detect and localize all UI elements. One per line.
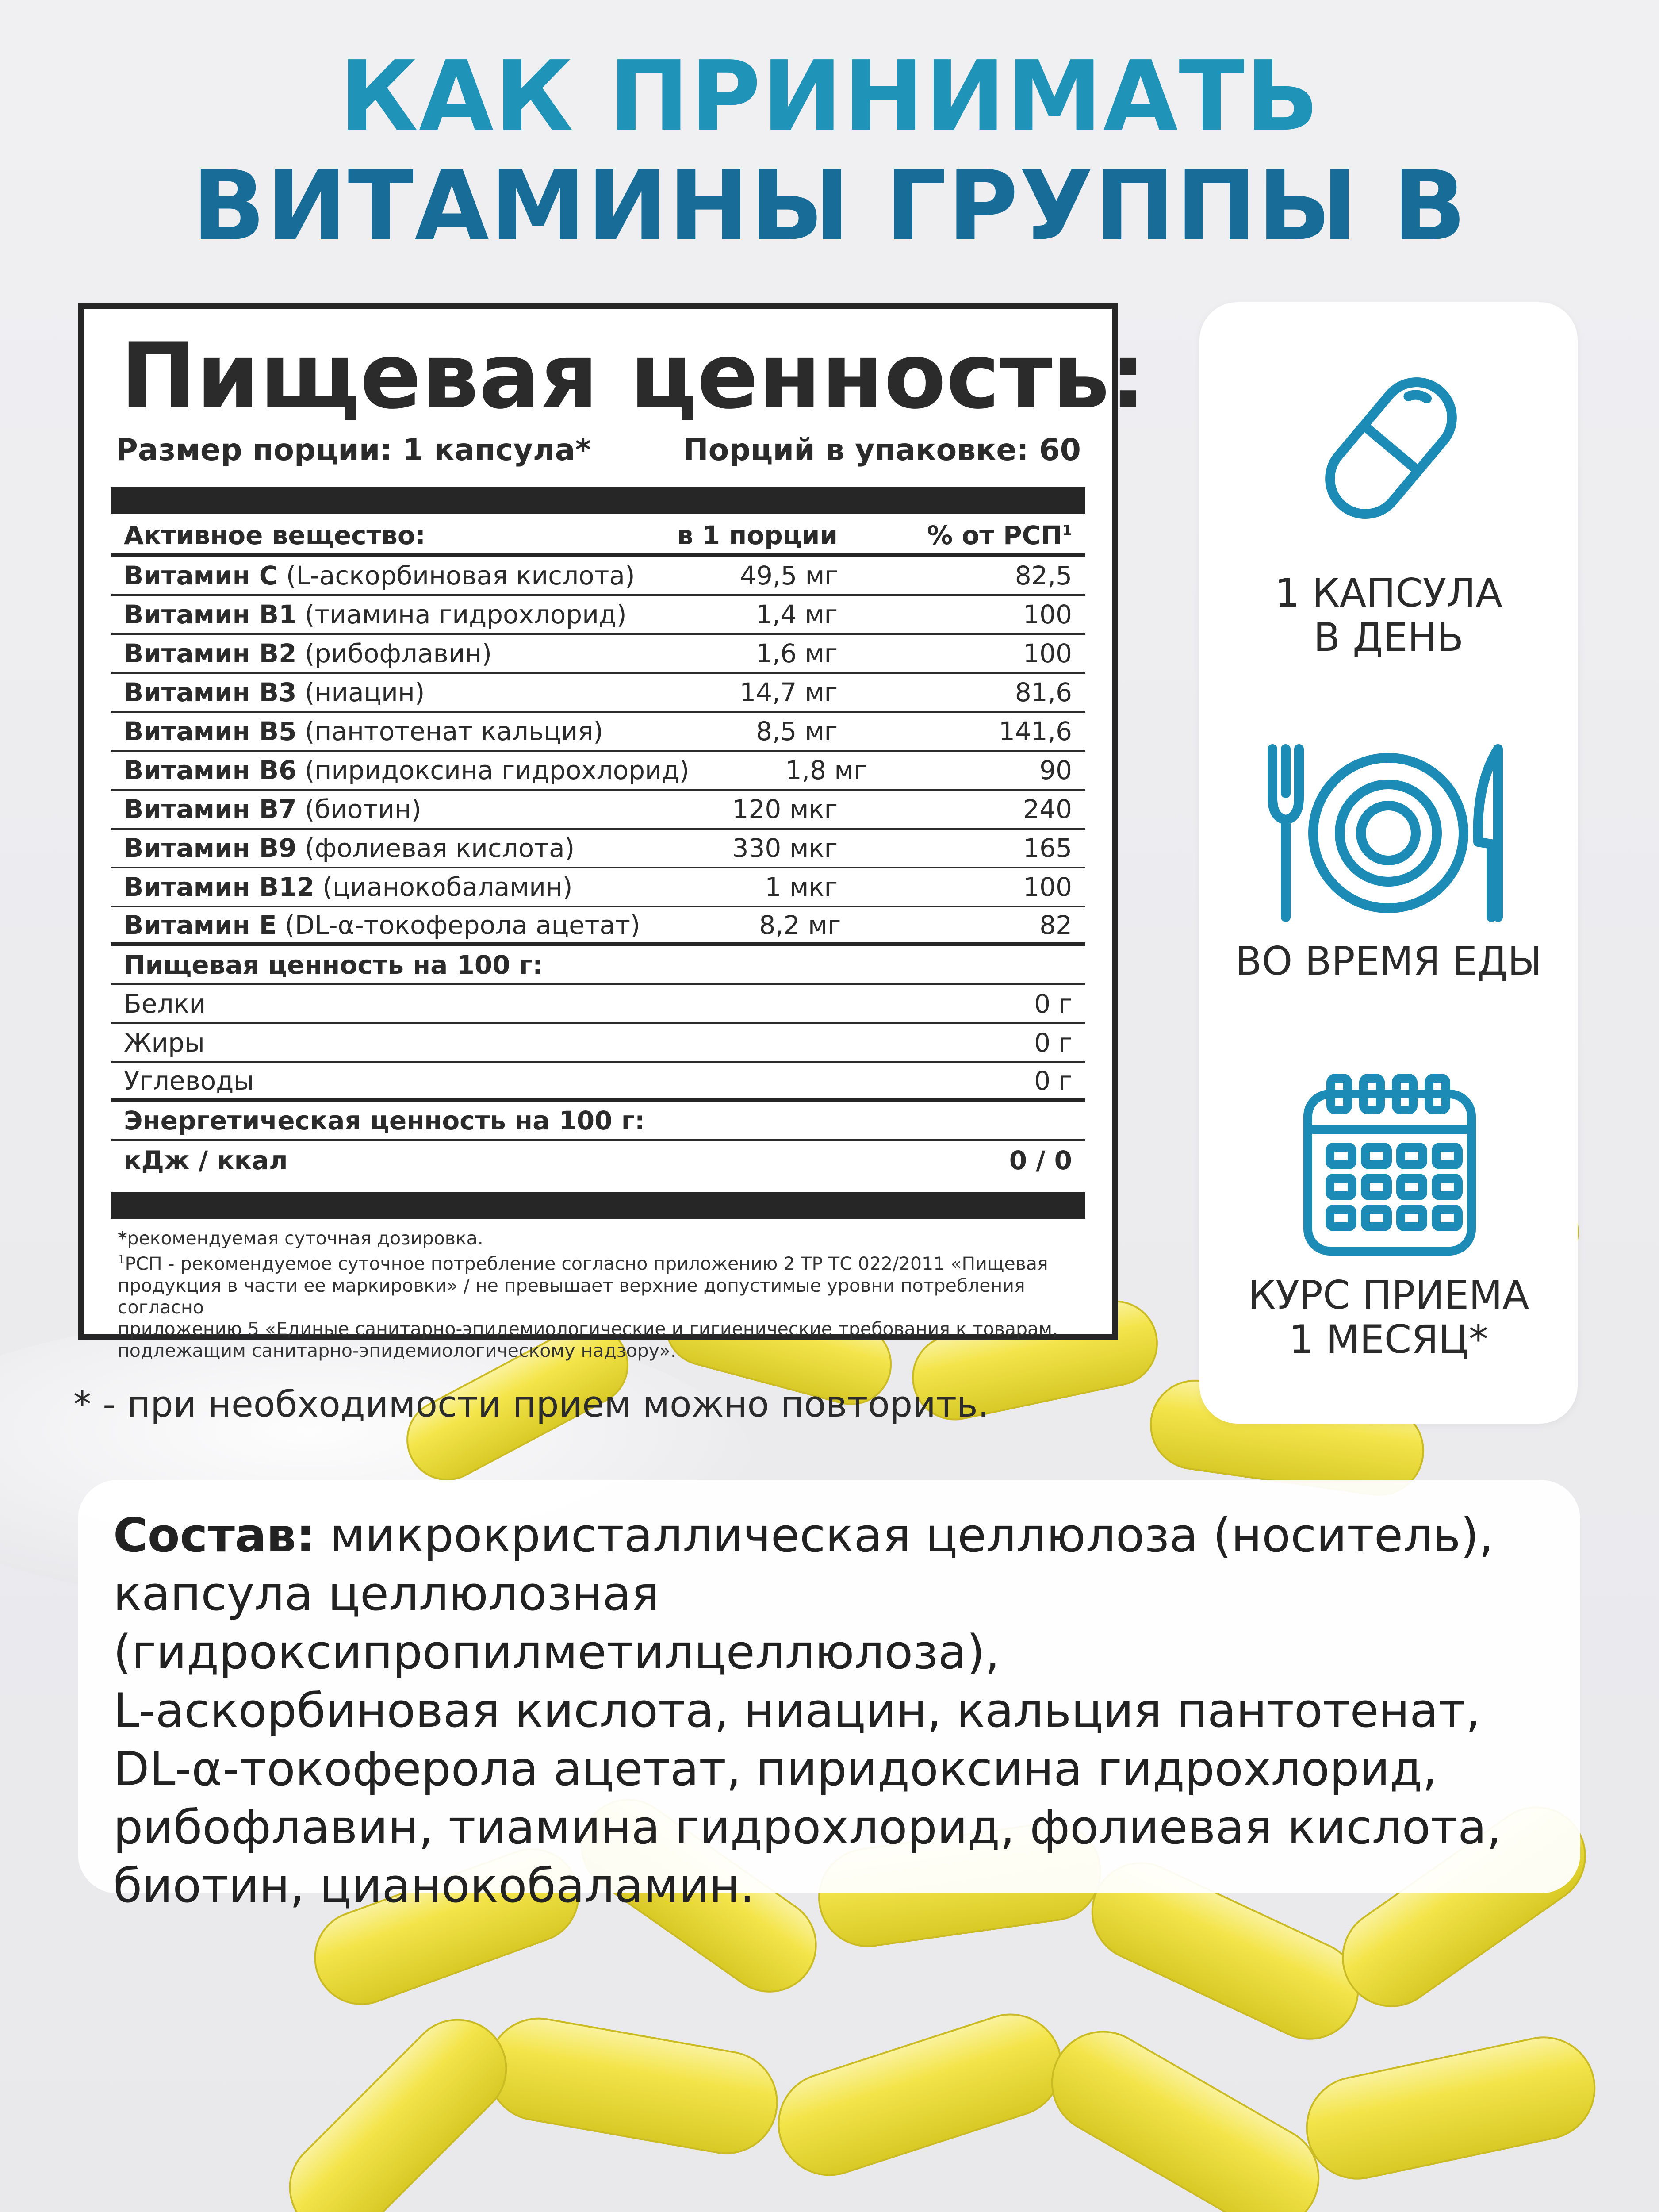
composition-line-6: биотин, цианокобаламин.	[113, 1859, 755, 1913]
vitamin-pct: 81,6	[1015, 677, 1072, 707]
meal-text: ВО ВРЕМЯ ЕДЫ	[1235, 938, 1542, 984]
column-header-pct	[838, 520, 1072, 550]
vitamin-name: Витамин В9	[124, 833, 297, 863]
nutrition-row	[111, 1063, 1085, 1102]
vitamin-pct: 100	[1023, 599, 1072, 630]
vitamin-row	[111, 713, 1085, 752]
serving-size: Размер порции: 1 капсула*	[116, 433, 591, 468]
vitamin-row	[111, 752, 1085, 791]
nutrition-heading: Пищевая ценность на 100 г:	[124, 950, 543, 980]
composition-line-1	[113, 1506, 1545, 1565]
vitamin-name-cell	[124, 910, 640, 940]
vitamin-name: Витамин С	[124, 561, 278, 591]
facts-divider-top	[111, 487, 1085, 514]
composition-line-3: L-аскорбиновая кислота, ниацин, кальция пантотенат,	[113, 1683, 1481, 1738]
vitamin-detail: (ниацин)	[304, 677, 425, 707]
footnote-star	[118, 1228, 1078, 1249]
capsule-icon	[1325, 364, 1457, 532]
vitamin-row	[111, 596, 1085, 635]
vitamin-name: Витамин В12	[124, 872, 314, 902]
composition-card	[78, 1480, 1580, 1913]
energy-heading: Энергетическая ценность на 100 г:	[124, 1106, 645, 1136]
vitamin-name: Витамин Е	[124, 910, 277, 940]
nutrition-name: Белки	[124, 989, 206, 1019]
vitamin-amount: 1 мкг	[765, 872, 838, 902]
vitamin-amount: 330 мкг	[732, 833, 838, 863]
vitamin-name: Витамин В3	[124, 677, 297, 707]
vitamin-name: Витамин В6	[124, 755, 297, 785]
vitamin-row	[111, 674, 1085, 713]
composition-line-4: DL-α-токоферола ацетат, пиридоксина гидрохлорид,	[113, 1742, 1437, 1796]
vitamin-amount: 120 мкг	[732, 794, 838, 824]
vitamin-detail: (биотин)	[304, 794, 421, 824]
course-line-2: 1 МЕСЯЦ*	[1289, 1317, 1488, 1362]
vitamin-row	[111, 907, 1085, 946]
plate-cutlery-icon	[1259, 740, 1518, 926]
vitamin-detail: (пантотенат кальция)	[304, 716, 603, 746]
vitamin-row	[111, 635, 1085, 674]
vitamin-amount: 1,8 мг	[785, 755, 867, 785]
footnotes	[111, 1228, 1085, 1362]
vitamin-name-cell	[124, 872, 634, 902]
vitamin-pct: 141,6	[998, 716, 1072, 746]
vitamin-name-cell	[124, 755, 689, 785]
title-line-2: ВИТАМИНЫ ГРУППЫ В	[192, 150, 1467, 262]
vitamin-amount: 49,5 мг	[740, 561, 838, 591]
footnote-1-line-1: РСП - рекомендуемое суточное потребление согласно приложению 2 ТР ТС 022/2011 «Пищевая	[125, 1253, 1048, 1275]
servings-per-pack: Порций в упаковке: 60	[683, 433, 1081, 468]
vitamin-name-cell	[124, 599, 634, 630]
vitamin-name-cell	[124, 794, 634, 824]
energy-label: кДж / ккал	[124, 1145, 288, 1175]
vitamin-detail: (тиамина гидрохлорид)	[304, 599, 627, 630]
vitamin-name: Витамин В1	[124, 599, 297, 630]
vitamin-name-cell	[124, 833, 634, 863]
vitamin-name-cell	[124, 716, 634, 746]
vitamin-detail: (рибофлавин)	[304, 638, 492, 668]
title-line-1: КАК ПРИНИМАТЬ	[339, 41, 1320, 153]
vitamin-detail: (DL-α-токоферола ацетат)	[284, 910, 640, 940]
dose-line-1: 1 КАПСУЛА	[1275, 570, 1502, 616]
nutrition-row	[111, 1024, 1085, 1063]
vitamin-pct: 82	[1039, 910, 1072, 940]
footnote-1-line-3: приложению 5 «Единые санитарно-эпидемиологические и гигиенические требования к товарам,	[118, 1318, 1058, 1340]
vitamin-pct: 82,5	[1015, 561, 1072, 591]
energy-heading-row	[111, 1102, 1085, 1141]
footnote-1-line-4: подлежащим санитарно-эпидемиологическому надзору».	[118, 1340, 677, 1361]
vitamin-detail: (пиридоксина гидрохлорид)	[304, 755, 690, 785]
vitamin-pct: 100	[1023, 638, 1072, 668]
vitamin-name: Витамин В7	[124, 794, 297, 824]
composition-label: Состав:	[113, 1508, 315, 1563]
page-title	[0, 42, 1659, 261]
nutrition-name: Жиры	[124, 1028, 205, 1058]
vitamin-detail: (фолиевая кислота)	[304, 833, 575, 863]
facts-column-headers	[111, 514, 1085, 557]
dose-line-2: В ДЕНЬ	[1313, 614, 1464, 660]
energy-row	[111, 1141, 1085, 1180]
calendar-icon	[1299, 1072, 1480, 1258]
column-header-pct-sup: 1	[1062, 522, 1072, 539]
composition-line-2: капсула целлюлозная (гидроксипропилметилцеллюлоза),	[113, 1567, 1000, 1679]
nutrition-heading-row	[111, 946, 1085, 985]
vitamin-amount: 1,4 мг	[756, 599, 838, 630]
nutrition-value: 0 г	[1034, 989, 1072, 1019]
vitamin-amount: 14,7 мг	[739, 677, 838, 707]
repeat-note: * - при необходимости прием можно повторить.	[73, 1384, 989, 1425]
footnote-1	[118, 1249, 1078, 1275]
vitamin-pct: 240	[1023, 794, 1072, 824]
vitamin-detail: (цианокобаламин)	[322, 872, 573, 902]
course-text	[1199, 1273, 1578, 1362]
vitamin-pct: 100	[1023, 872, 1072, 902]
vitamin-row	[111, 791, 1085, 830]
vitamin-name: Витамин В2	[124, 638, 297, 668]
vitamin-amount: 8,5 мг	[756, 716, 838, 746]
vitamin-name-cell	[124, 561, 635, 591]
nutrition-rows	[111, 985, 1085, 1102]
vitamin-name: Витамин В5	[124, 716, 297, 746]
vitamin-pct: 165	[1023, 833, 1072, 863]
dose-text	[1199, 571, 1578, 660]
footnote-star-text: рекомендуемая суточная дозировка.	[127, 1228, 483, 1249]
vitamin-row	[111, 557, 1085, 596]
nutrition-row	[111, 985, 1085, 1024]
energy-value: 0 / 0	[1009, 1145, 1072, 1175]
vitamin-amount: 1,6 мг	[756, 638, 838, 668]
vitamin-rows	[111, 557, 1085, 946]
nutrition-value: 0 г	[1034, 1028, 1072, 1058]
vitamin-row	[111, 868, 1085, 907]
footnote-star-mark: *	[118, 1228, 127, 1249]
facts-divider-bottom	[111, 1192, 1085, 1219]
vitamin-pct: 90	[1039, 755, 1072, 785]
facts-heading: Пищевая ценность:	[120, 324, 1146, 429]
vitamin-detail: (L-аскорбиновая кислота)	[286, 561, 635, 591]
usage-panel	[1199, 302, 1578, 1424]
vitamin-row	[111, 830, 1085, 868]
vitamin-name-cell	[124, 638, 634, 668]
footnote-1-mark: 1	[118, 1253, 125, 1267]
column-header-substance: Активное вещество:	[124, 520, 425, 550]
vitamin-name-cell	[124, 677, 634, 707]
composition-line-5: рибофлавин, тиамина гидрохлорид, фолиевая кислота,	[113, 1800, 1502, 1855]
course-line-1: КУРС ПРИЕМА	[1248, 1272, 1529, 1318]
footnote-1-line-2: продукция в части ее маркировки» / не превышает верхние допустимые уровни потребления согласно	[118, 1275, 1025, 1318]
vitamin-amount: 8,2 мг	[759, 910, 841, 940]
nutrition-value: 0 г	[1034, 1065, 1072, 1096]
column-header-amount: в 1 порции	[677, 520, 838, 550]
nutrition-name: Углеводы	[124, 1065, 254, 1096]
serving-info	[116, 433, 1081, 468]
nutrition-facts-panel	[78, 303, 1146, 1361]
composition-line-1-text: микрокристаллическая целлюлоза (носитель),	[314, 1508, 1494, 1563]
column-header-pct-label: % от РСП	[927, 520, 1062, 550]
